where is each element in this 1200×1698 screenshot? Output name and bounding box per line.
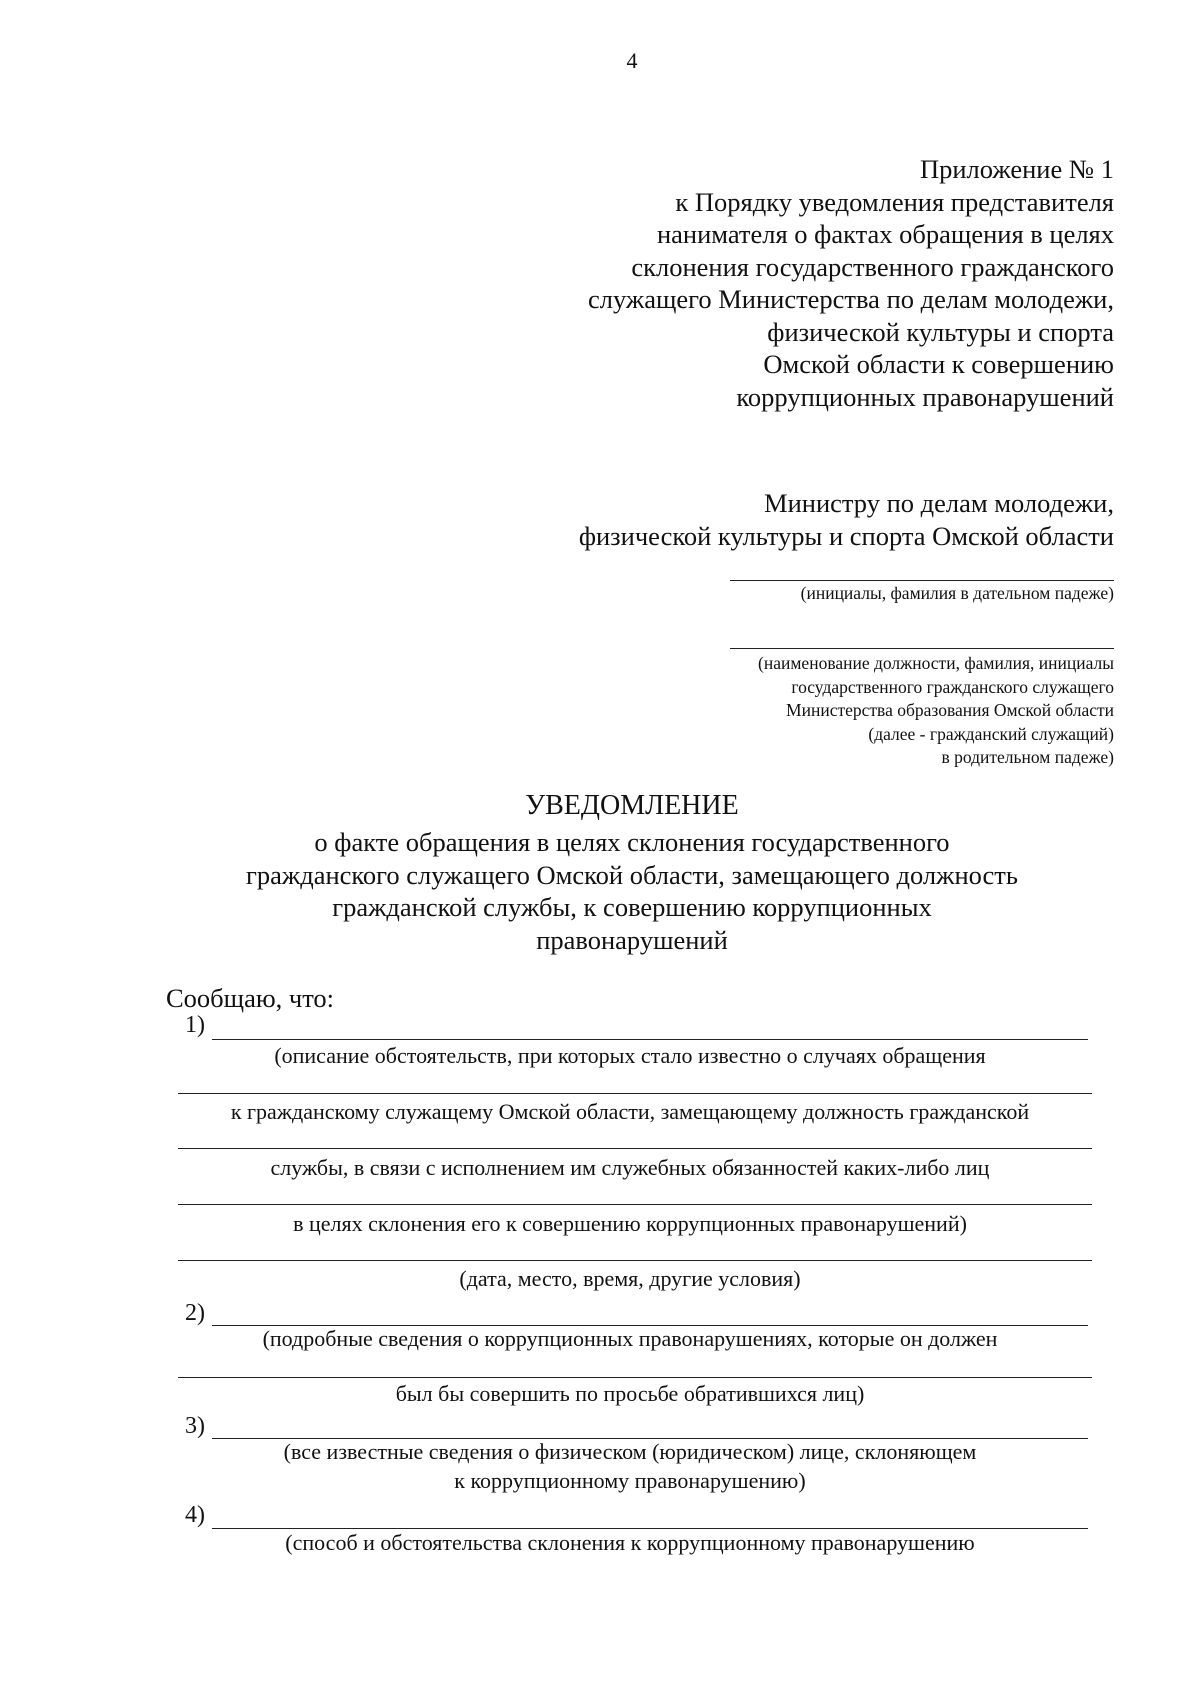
item-4-answer-line[interactable] bbox=[212, 1528, 1088, 1529]
appendix-line: нанимателя о фактах обращения в целях bbox=[656, 219, 1114, 249]
item-number: 1) bbox=[185, 1012, 205, 1038]
item-caption: к коррупционному правонарушению) bbox=[454, 1468, 806, 1493]
item-1-answer-line[interactable] bbox=[178, 1204, 1092, 1205]
addressee-block bbox=[579, 487, 1114, 553]
item-number: 4) bbox=[185, 1502, 205, 1528]
item-caption: службы, в связи с исполнением им служебных обязанностей каких-либо лиц bbox=[270, 1155, 990, 1180]
notice-title: УВЕДОМЛЕНИЕ bbox=[525, 790, 739, 821]
caption-line: (наименование должности, фамилия, инициалы bbox=[758, 653, 1114, 673]
caption-line: в родительном падеже) bbox=[941, 747, 1114, 767]
item-caption: (описание обстоятельств, при которых стало известно о случаях обращения bbox=[274, 1043, 986, 1068]
addressee-line: Министру по делам молодежи, bbox=[764, 488, 1114, 518]
subtitle-line: о факте обращения в целях склонения государственного bbox=[314, 827, 950, 857]
addressee-line: физической культуры и спорта Омской области bbox=[578, 521, 1114, 551]
caption-line: государственного гражданского служащего bbox=[791, 676, 1114, 697]
addressee-initials-line[interactable] bbox=[730, 580, 1114, 581]
item-caption: (способ и обстоятельства склонения к коррупционному правонарушению bbox=[285, 1530, 975, 1555]
notice-subtitle bbox=[0, 826, 1200, 956]
appendix-line: физической культуры и спорта bbox=[767, 316, 1114, 347]
item-number: 2) bbox=[185, 1300, 205, 1326]
caption-line: Министерства образования Омской области bbox=[786, 700, 1114, 720]
initials-caption bbox=[801, 582, 1114, 606]
item-1-answer-line[interactable] bbox=[212, 1039, 1088, 1040]
item-2-answer-line[interactable] bbox=[178, 1377, 1092, 1378]
caption-line: (инициалы, фамилия в дательном падеже) bbox=[800, 583, 1114, 603]
subtitle-line: гражданской службы, к совершению коррупционных bbox=[332, 892, 932, 922]
item-caption: был бы совершить по просьбе обратившихся лиц) bbox=[395, 1381, 865, 1406]
item-caption: (подробные сведения о коррупционных правонарушениях, которые он должен bbox=[262, 1326, 998, 1351]
item-1-answer-line[interactable] bbox=[178, 1093, 1092, 1094]
item-caption: (все известные сведения о физическом (юридическом) лице, склоняющем bbox=[283, 1439, 977, 1464]
report-intro: Сообщаю, что: bbox=[166, 983, 335, 1013]
appendix-line: Приложение № 1 bbox=[919, 154, 1114, 184]
item-1-answer-line[interactable] bbox=[178, 1260, 1092, 1261]
item-number: 3) bbox=[185, 1413, 205, 1439]
page-number: 4 bbox=[626, 48, 638, 73]
sender-caption bbox=[758, 652, 1114, 770]
sender-info-line[interactable] bbox=[730, 648, 1114, 649]
appendix-line: склонения государственного гражданского bbox=[631, 251, 1114, 282]
appendix-header bbox=[588, 153, 1114, 413]
appendix-line: служащего Министерства по делам молодежи, bbox=[588, 284, 1114, 314]
appendix-line: Омской области к совершению bbox=[763, 349, 1114, 379]
appendix-line: к Порядку уведомления представителя bbox=[675, 186, 1114, 217]
subtitle-line: гражданского служащего Омской области, замещающего должность bbox=[246, 859, 1018, 890]
item-caption: к гражданскому служащему Омской области, замещающему должность гражданской bbox=[230, 1099, 1030, 1124]
caption-line: (далее - гражданский служащий) bbox=[868, 723, 1114, 744]
subtitle-line: правонарушений bbox=[536, 924, 728, 955]
item-1-answer-line[interactable] bbox=[178, 1148, 1092, 1149]
appendix-line: коррупционных правонарушений bbox=[736, 381, 1114, 412]
item-caption: (дата, место, время, другие условия) bbox=[459, 1266, 801, 1291]
item-caption: в целях склонения его к совершению коррупционных правонарушений) bbox=[293, 1211, 967, 1236]
